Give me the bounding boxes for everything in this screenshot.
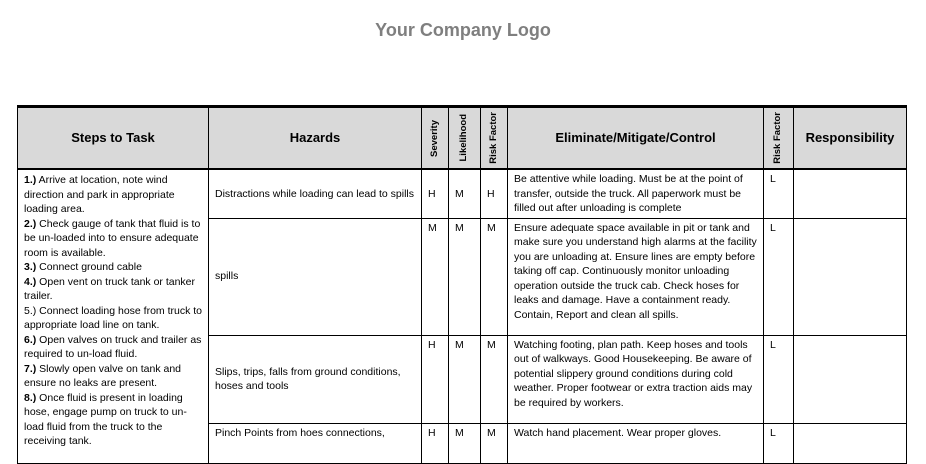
table-row bbox=[18, 169, 907, 218]
severity-cell: H bbox=[422, 335, 449, 423]
severity-cell: H bbox=[422, 169, 449, 218]
company-logo-placeholder: Your Company Logo bbox=[375, 20, 551, 40]
steps-cell bbox=[18, 169, 209, 463]
likelihood-cell: M bbox=[449, 423, 481, 463]
hazard-cell: Distractions while loading can lead to spills bbox=[209, 169, 422, 218]
likelihood-cell: M bbox=[449, 218, 481, 335]
header-row bbox=[18, 107, 907, 170]
risk-factor-after-cell: L bbox=[764, 335, 794, 423]
likelihood-cell: M bbox=[449, 335, 481, 423]
risk-factor-after-cell: L bbox=[764, 218, 794, 335]
responsibility-cell bbox=[794, 218, 907, 335]
control-cell: Watching footing, plan path. Keep hoses and tools out of walkways. Good Housekeeping. Be aware of potential slippery ground conditions during cold weather. Proper footwear or extra traction aids may be required by workers. bbox=[508, 335, 764, 423]
risk-factor-cell: M bbox=[481, 423, 508, 463]
responsibility-cell bbox=[794, 335, 907, 423]
hazard-cell: Slips, trips, falls from ground conditions, hoses and tools bbox=[209, 335, 422, 423]
risk-assessment-table bbox=[17, 105, 907, 464]
step-item: 7.) Slowly open valve on tank and ensure no leaks are present. bbox=[24, 362, 182, 389]
header-steps: Steps to Task bbox=[18, 107, 209, 170]
control-cell: Ensure adequate space available in pit or tank and make sure you understand high alarms at the facility you are unloading at. Ensure lines are empty before taking off cap. Continuously monitor unloading operation outside the truck cab. Check hoses for leaks and damage. Have a containment ready. Contain, Report and clean all spills. bbox=[508, 218, 764, 335]
risk-factor-cell: M bbox=[481, 335, 508, 423]
control-cell: Be attentive while loading. Must be at the point of transfer, outside the truck. All paperwork must be filled out after unloading is complete bbox=[508, 169, 764, 218]
control-cell: Watch hand placement. Wear proper gloves. bbox=[508, 423, 764, 463]
hazard-cell: spills bbox=[209, 218, 422, 335]
risk-factor-after-cell: L bbox=[764, 169, 794, 218]
risk-factor-cell: H bbox=[481, 169, 508, 218]
step-item: 5.) Connect loading hose from truck to appropriate load line on tank. bbox=[24, 304, 203, 331]
responsibility-cell bbox=[794, 169, 907, 218]
step-item: 3.) Connect ground cable bbox=[24, 261, 142, 273]
step-item: 4.) Open vent on truck tank or tanker trailer. bbox=[24, 275, 196, 302]
header-severity: Severity bbox=[422, 107, 449, 170]
step-item: 1.) Arrive at location, note wind direction and park in appropriate loading area. bbox=[24, 174, 175, 215]
header-hazards: Hazards bbox=[209, 107, 422, 170]
risk-factor-cell: M bbox=[481, 218, 508, 335]
header-likelihood: Likelihood bbox=[449, 107, 481, 170]
likelihood-cell: M bbox=[449, 169, 481, 218]
risk-factor-after-cell: L bbox=[764, 423, 794, 463]
hazard-cell: Pinch Points from hoes connections, bbox=[209, 423, 422, 463]
step-item: 6.) Open valves on truck and trailer as required to un-load fluid. bbox=[24, 333, 202, 360]
severity-cell: H bbox=[422, 423, 449, 463]
header-control: Eliminate/Mitigate/Control bbox=[508, 107, 764, 170]
responsibility-cell bbox=[794, 423, 907, 463]
severity-cell: M bbox=[422, 218, 449, 335]
header-responsibility: Responsibility bbox=[794, 107, 907, 170]
step-item: 2.) Check gauge of tank that fluid is to be un-loaded into to ensure adequate room is available. bbox=[24, 217, 201, 259]
header-risk-factor: Risk Factor bbox=[481, 107, 508, 170]
step-item: 8.) Once fluid is present in loading hose, engage pump on truck to un-load fluid from the truck to the receiving tank. bbox=[24, 391, 187, 447]
header-risk-factor-after: Risk Factor bbox=[764, 107, 794, 170]
